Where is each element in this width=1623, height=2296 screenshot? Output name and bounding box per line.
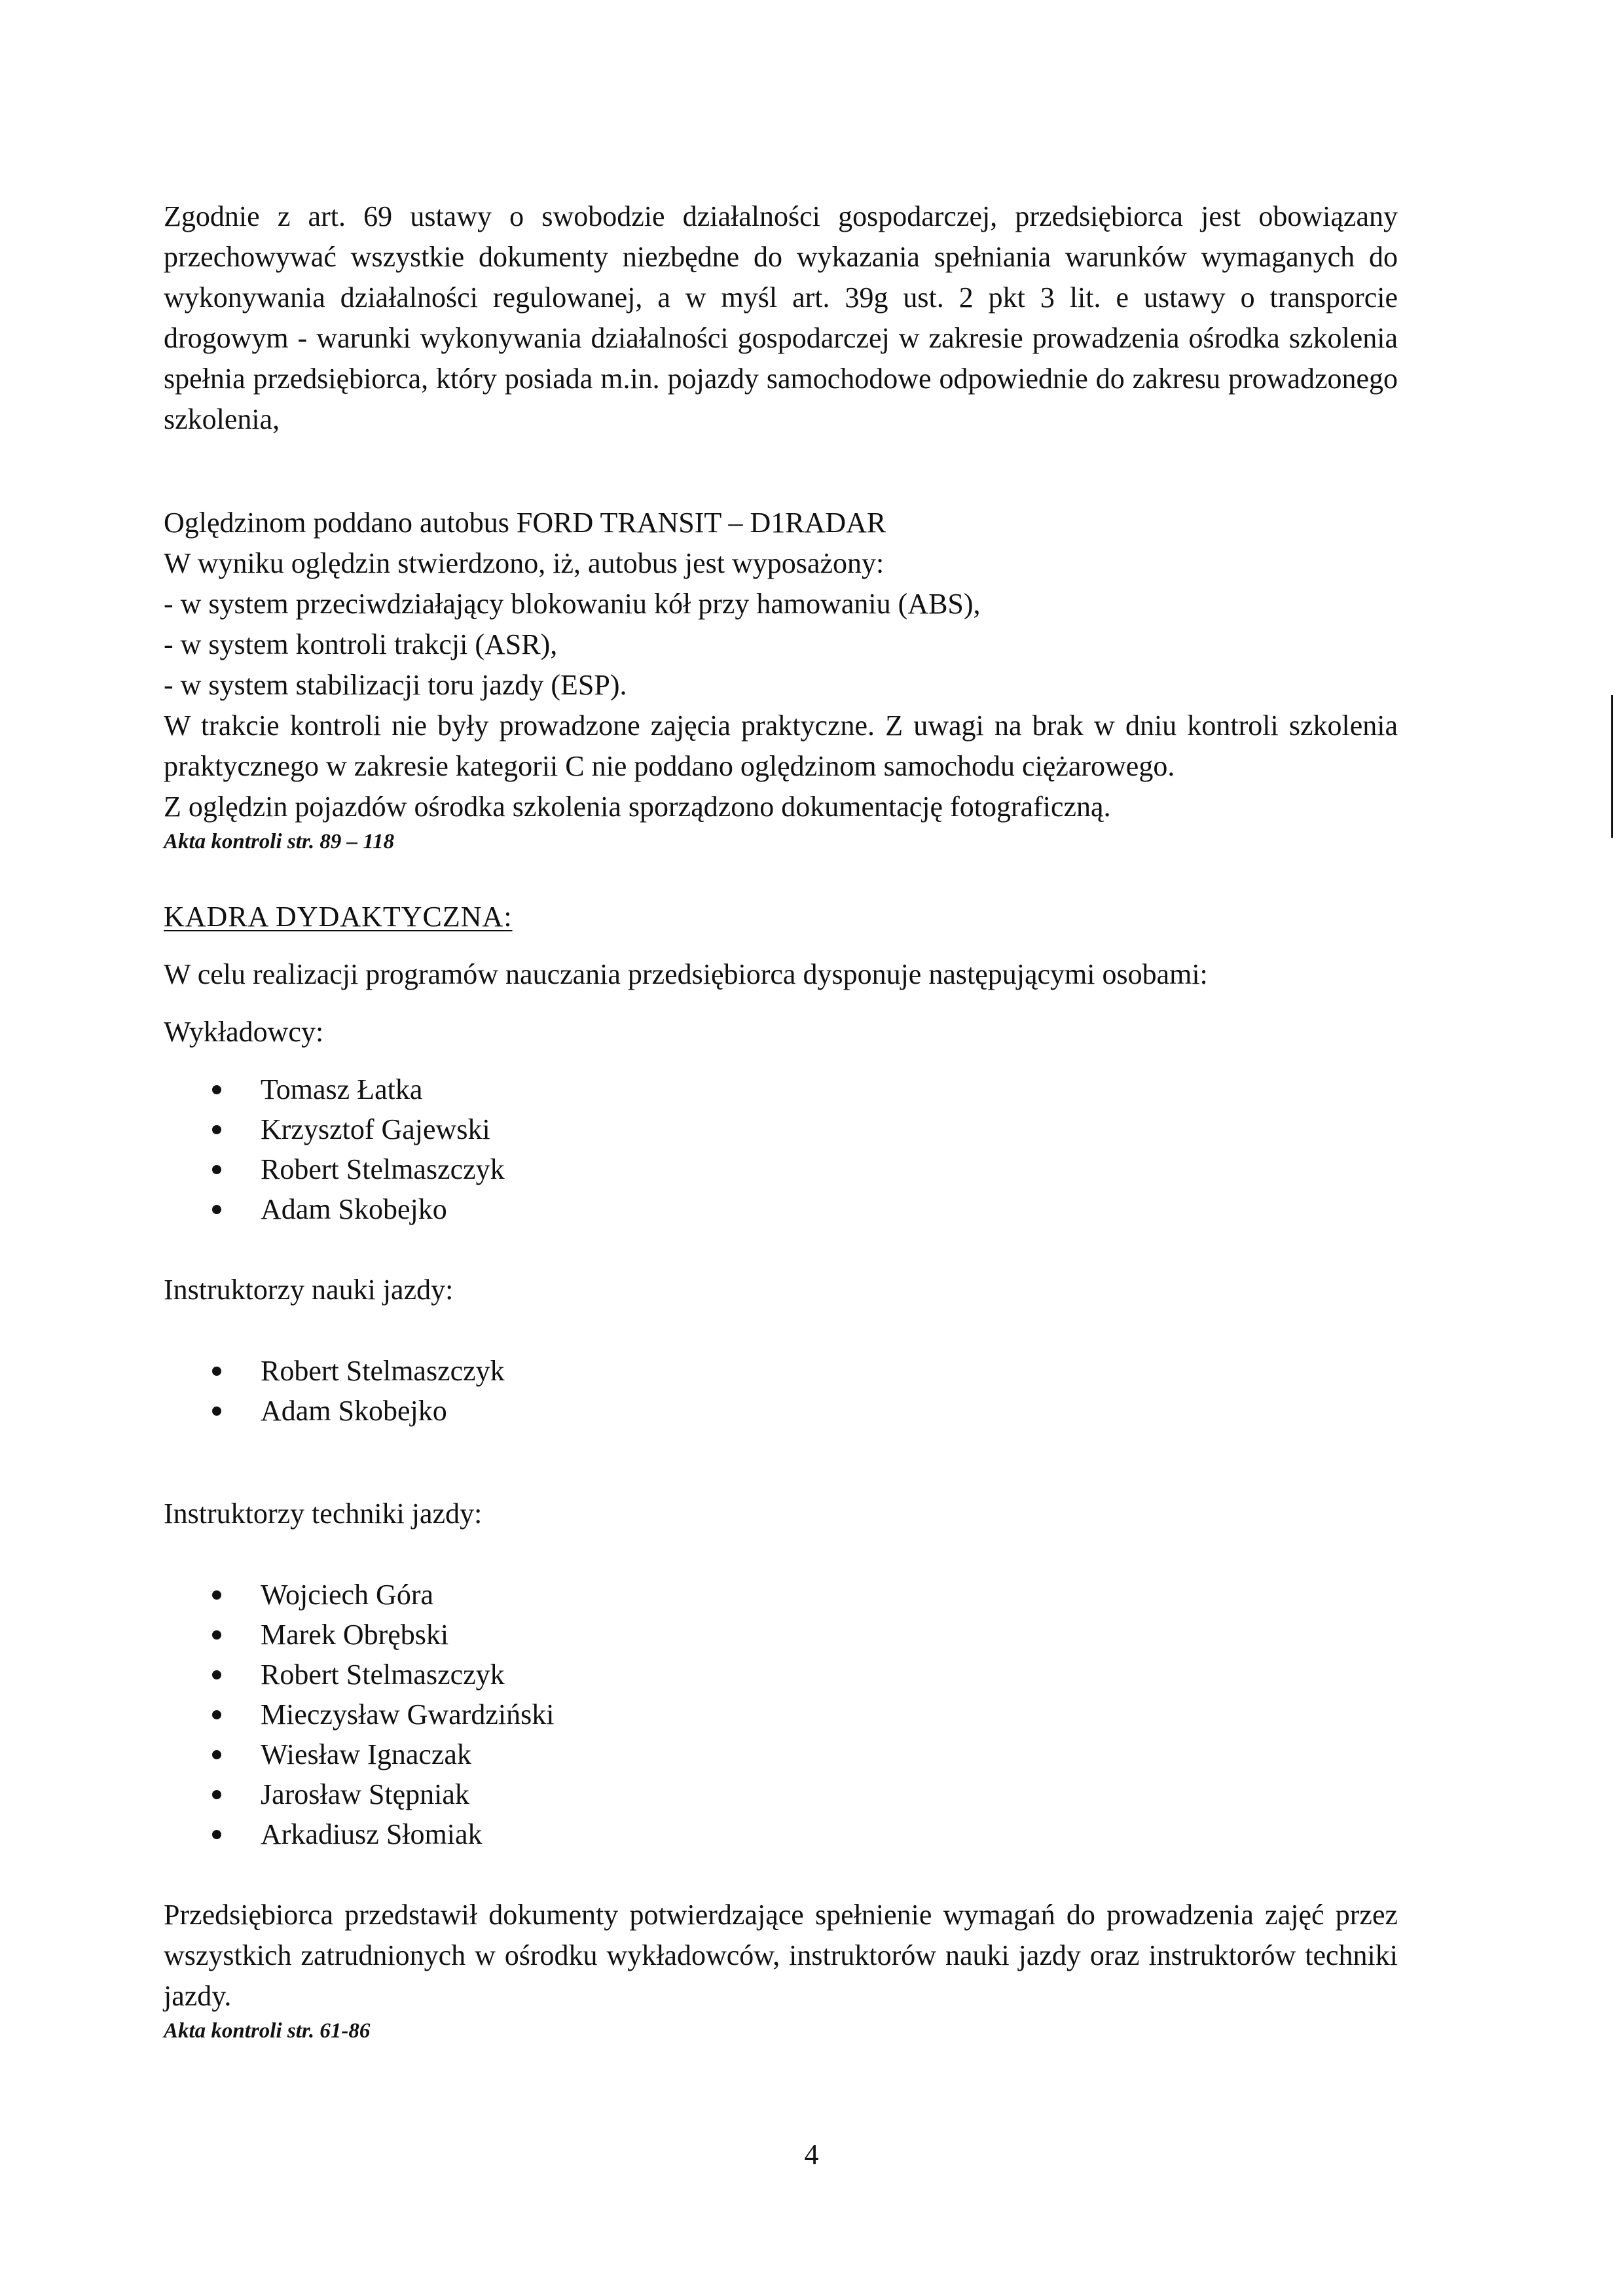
- staff-section: [164, 897, 1398, 2045]
- inspection-line: - w system stabilizacji toru jazdy (ESP).: [164, 669, 627, 701]
- list-item: [164, 1695, 1398, 1734]
- list-item: [164, 1149, 1398, 1189]
- list-item: [164, 1189, 1398, 1229]
- person-name: Marek Obrębski: [261, 1619, 449, 1651]
- bullet-icon: [212, 1750, 221, 1759]
- bullet-icon: [212, 1710, 221, 1719]
- person-name: Krzysztof Gajewski: [261, 1113, 490, 1145]
- file-reference: Akta kontroli str. 89 – 118: [164, 830, 395, 853]
- bullet-icon: [212, 1407, 221, 1416]
- list-item: [164, 1774, 1398, 1814]
- person-name: Robert Stelmaszczyk: [261, 1355, 505, 1387]
- spacer: [164, 440, 1398, 503]
- practical-paragraph: W trakcie kontroli nie były prowadzone zajęcia praktyczne. Z uwagi na brak w dniu kontroli szkolenia praktycznego w zakresie kategorii C nie poddano oględzinom samochodu ciężarowego.: [164, 709, 1398, 782]
- technique-instructors-label: Instruktorzy techniki jazdy:: [164, 1498, 483, 1530]
- person-name: Robert Stelmaszczyk: [261, 1659, 505, 1691]
- list-item: [164, 1814, 1398, 1854]
- person-name: Wiesław Ignaczak: [261, 1738, 471, 1770]
- person-name: Adam Skobejko: [261, 1395, 447, 1427]
- bullet-icon: [212, 1165, 221, 1174]
- spacer: [164, 1534, 1398, 1575]
- conclusion-paragraph: Przedsiębiorca przedstawił dokumenty potwierdzające spełnienie wymagań do prowadzenia zajęć przez wszystkich zatrudnionych w ośrodku wykładowców, instruktorów nauki jazdy oraz instruktorów techniki jazdy.: [164, 1899, 1398, 2012]
- spacer: [164, 1229, 1398, 1270]
- inspection-line: - w system kontroli trakcji (ASR),: [164, 628, 558, 660]
- list-item: [164, 1069, 1398, 1109]
- spacer: [164, 937, 1398, 954]
- list-item: [164, 1109, 1398, 1149]
- list-item: [164, 1655, 1398, 1695]
- person-name: Tomasz Łatka: [261, 1073, 423, 1105]
- bullet-icon: [212, 1125, 221, 1134]
- spacer: [164, 1052, 1398, 1069]
- intro-paragraph: Zgodnie z art. 69 ustawy o swobodzie działalności gospodarczej, przedsiębiorca jest obowiązany przechowywać wszystkie dokumenty niezbędne do wykazania spełniania warunków wymaganych do wykonywania działalności regulowanej, a w myśl art. 39g ust. 2 pkt 3 lit. e ustawy o transporcie drogowym - warunki wykonywania działalności gospodarczej w zakresie prowadzenia ośrodka szkolenia spełnia przedsiębiorca, który posiada m.in. pojazdy samochodowe odpowiednie do zakresu prowadzonego szkolenia,: [164, 200, 1398, 435]
- person-name: Adam Skobejko: [261, 1193, 447, 1225]
- person-name: Arkadiusz Słomiak: [261, 1818, 483, 1850]
- bullet-icon: [212, 1830, 221, 1839]
- bullet-icon: [212, 1085, 221, 1094]
- person-name: Robert Stelmaszczyk: [261, 1153, 505, 1185]
- list-item: [164, 1615, 1398, 1655]
- bullet-icon: [212, 1367, 221, 1376]
- spacer: [164, 856, 1398, 897]
- section-heading: KADRA DYDAKTYCZNA:: [164, 901, 513, 933]
- margin-change-bar: [1611, 695, 1613, 838]
- inspection-line: - w system przeciwdziałający blokowaniu kół przy hamowaniu (ABS),: [164, 588, 981, 620]
- spacer: [164, 995, 1398, 1012]
- inspection-section: [164, 503, 1398, 856]
- document-page: [164, 196, 1398, 2045]
- bullet-icon: [212, 1630, 221, 1640]
- file-reference: Akta kontroli str. 61-86: [164, 2019, 371, 2043]
- lecturers-label: Wykładowcy:: [164, 1016, 324, 1048]
- photo-documentation-line: Z oględzin pojazdów ośrodka szkolenia sporządzono dokumentację fotograficzną.: [164, 791, 1111, 823]
- driving-instructors-list: [164, 1351, 1398, 1431]
- person-name: Jarosław Stępniak: [261, 1778, 469, 1810]
- spacer: [164, 1854, 1398, 1895]
- list-item: [164, 1351, 1398, 1391]
- page-number: 4: [804, 2138, 819, 2170]
- list-item: [164, 1575, 1398, 1615]
- spacer: [164, 1310, 1398, 1351]
- bullet-icon: [212, 1670, 221, 1679]
- technique-instructors-list: [164, 1575, 1398, 1854]
- person-name: Mieczysław Gwardziński: [261, 1698, 555, 1731]
- inspection-line: Oględzinom poddano autobus FORD TRANSIT – D1RADAR: [164, 507, 886, 539]
- lecturers-list: [164, 1069, 1398, 1229]
- person-name: Wojciech Góra: [261, 1579, 433, 1611]
- bullet-icon: [212, 1790, 221, 1799]
- bullet-icon: [212, 1205, 221, 1214]
- driving-instructors-label: Instruktorzy nauki jazdy:: [164, 1274, 454, 1306]
- inspection-line: W wyniku oględzin stwierdzono, iż, autobus jest wyposażony:: [164, 547, 884, 579]
- bullet-icon: [212, 1590, 221, 1600]
- spacer: [164, 1431, 1398, 1494]
- staff-intro: W celu realizacji programów nauczania przedsiębiorca dysponuje następującymi osobami:: [164, 958, 1208, 990]
- list-item: [164, 1391, 1398, 1431]
- list-item: [164, 1734, 1398, 1774]
